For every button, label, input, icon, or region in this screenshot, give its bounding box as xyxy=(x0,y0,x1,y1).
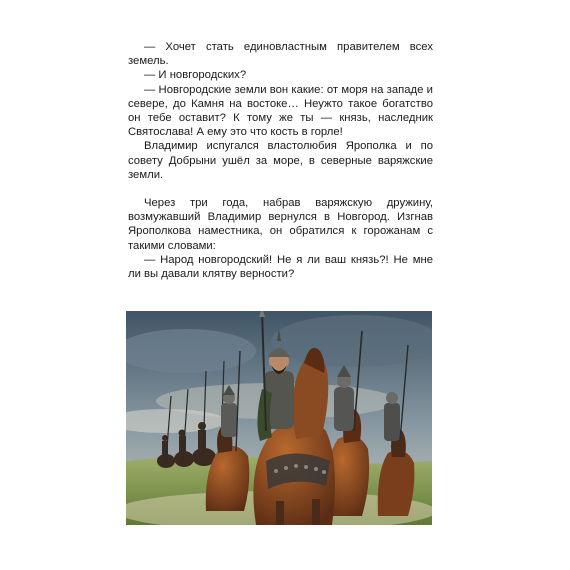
paragraph: — Народ новгородский! Не я ли ваш князь?! Не мне ли вы давали клятву верности? xyxy=(128,253,433,281)
paragraph: Владимир испугался властолюбия Ярополка и по совету Добрыни ушёл за море, в северные варяжские земли. xyxy=(128,140,433,181)
mounted-warriors-illustration xyxy=(126,311,432,525)
body-text xyxy=(128,40,433,281)
paragraph: — Новгородские земли вон какие: от моря на западе и севере, до Камня на востоке… Неужто такое богатство он тебе оставит? К тому же ты — князь, наследник Святослава! А ему это что кость в горле! xyxy=(128,83,433,139)
illustration-canvas xyxy=(126,311,432,525)
paragraph: — И новгородских? xyxy=(144,69,247,82)
paragraph: Через три года, набрав варяжскую дружину, возмужавший Владимир вернулся в Новгород. Изгнав Ярополкова наместника, он обратился к горожанам с такими словами: xyxy=(128,197,433,252)
paragraph-gap xyxy=(128,182,433,196)
paragraph: — Хочет стать единовластным правителем всех земель. xyxy=(128,41,433,68)
